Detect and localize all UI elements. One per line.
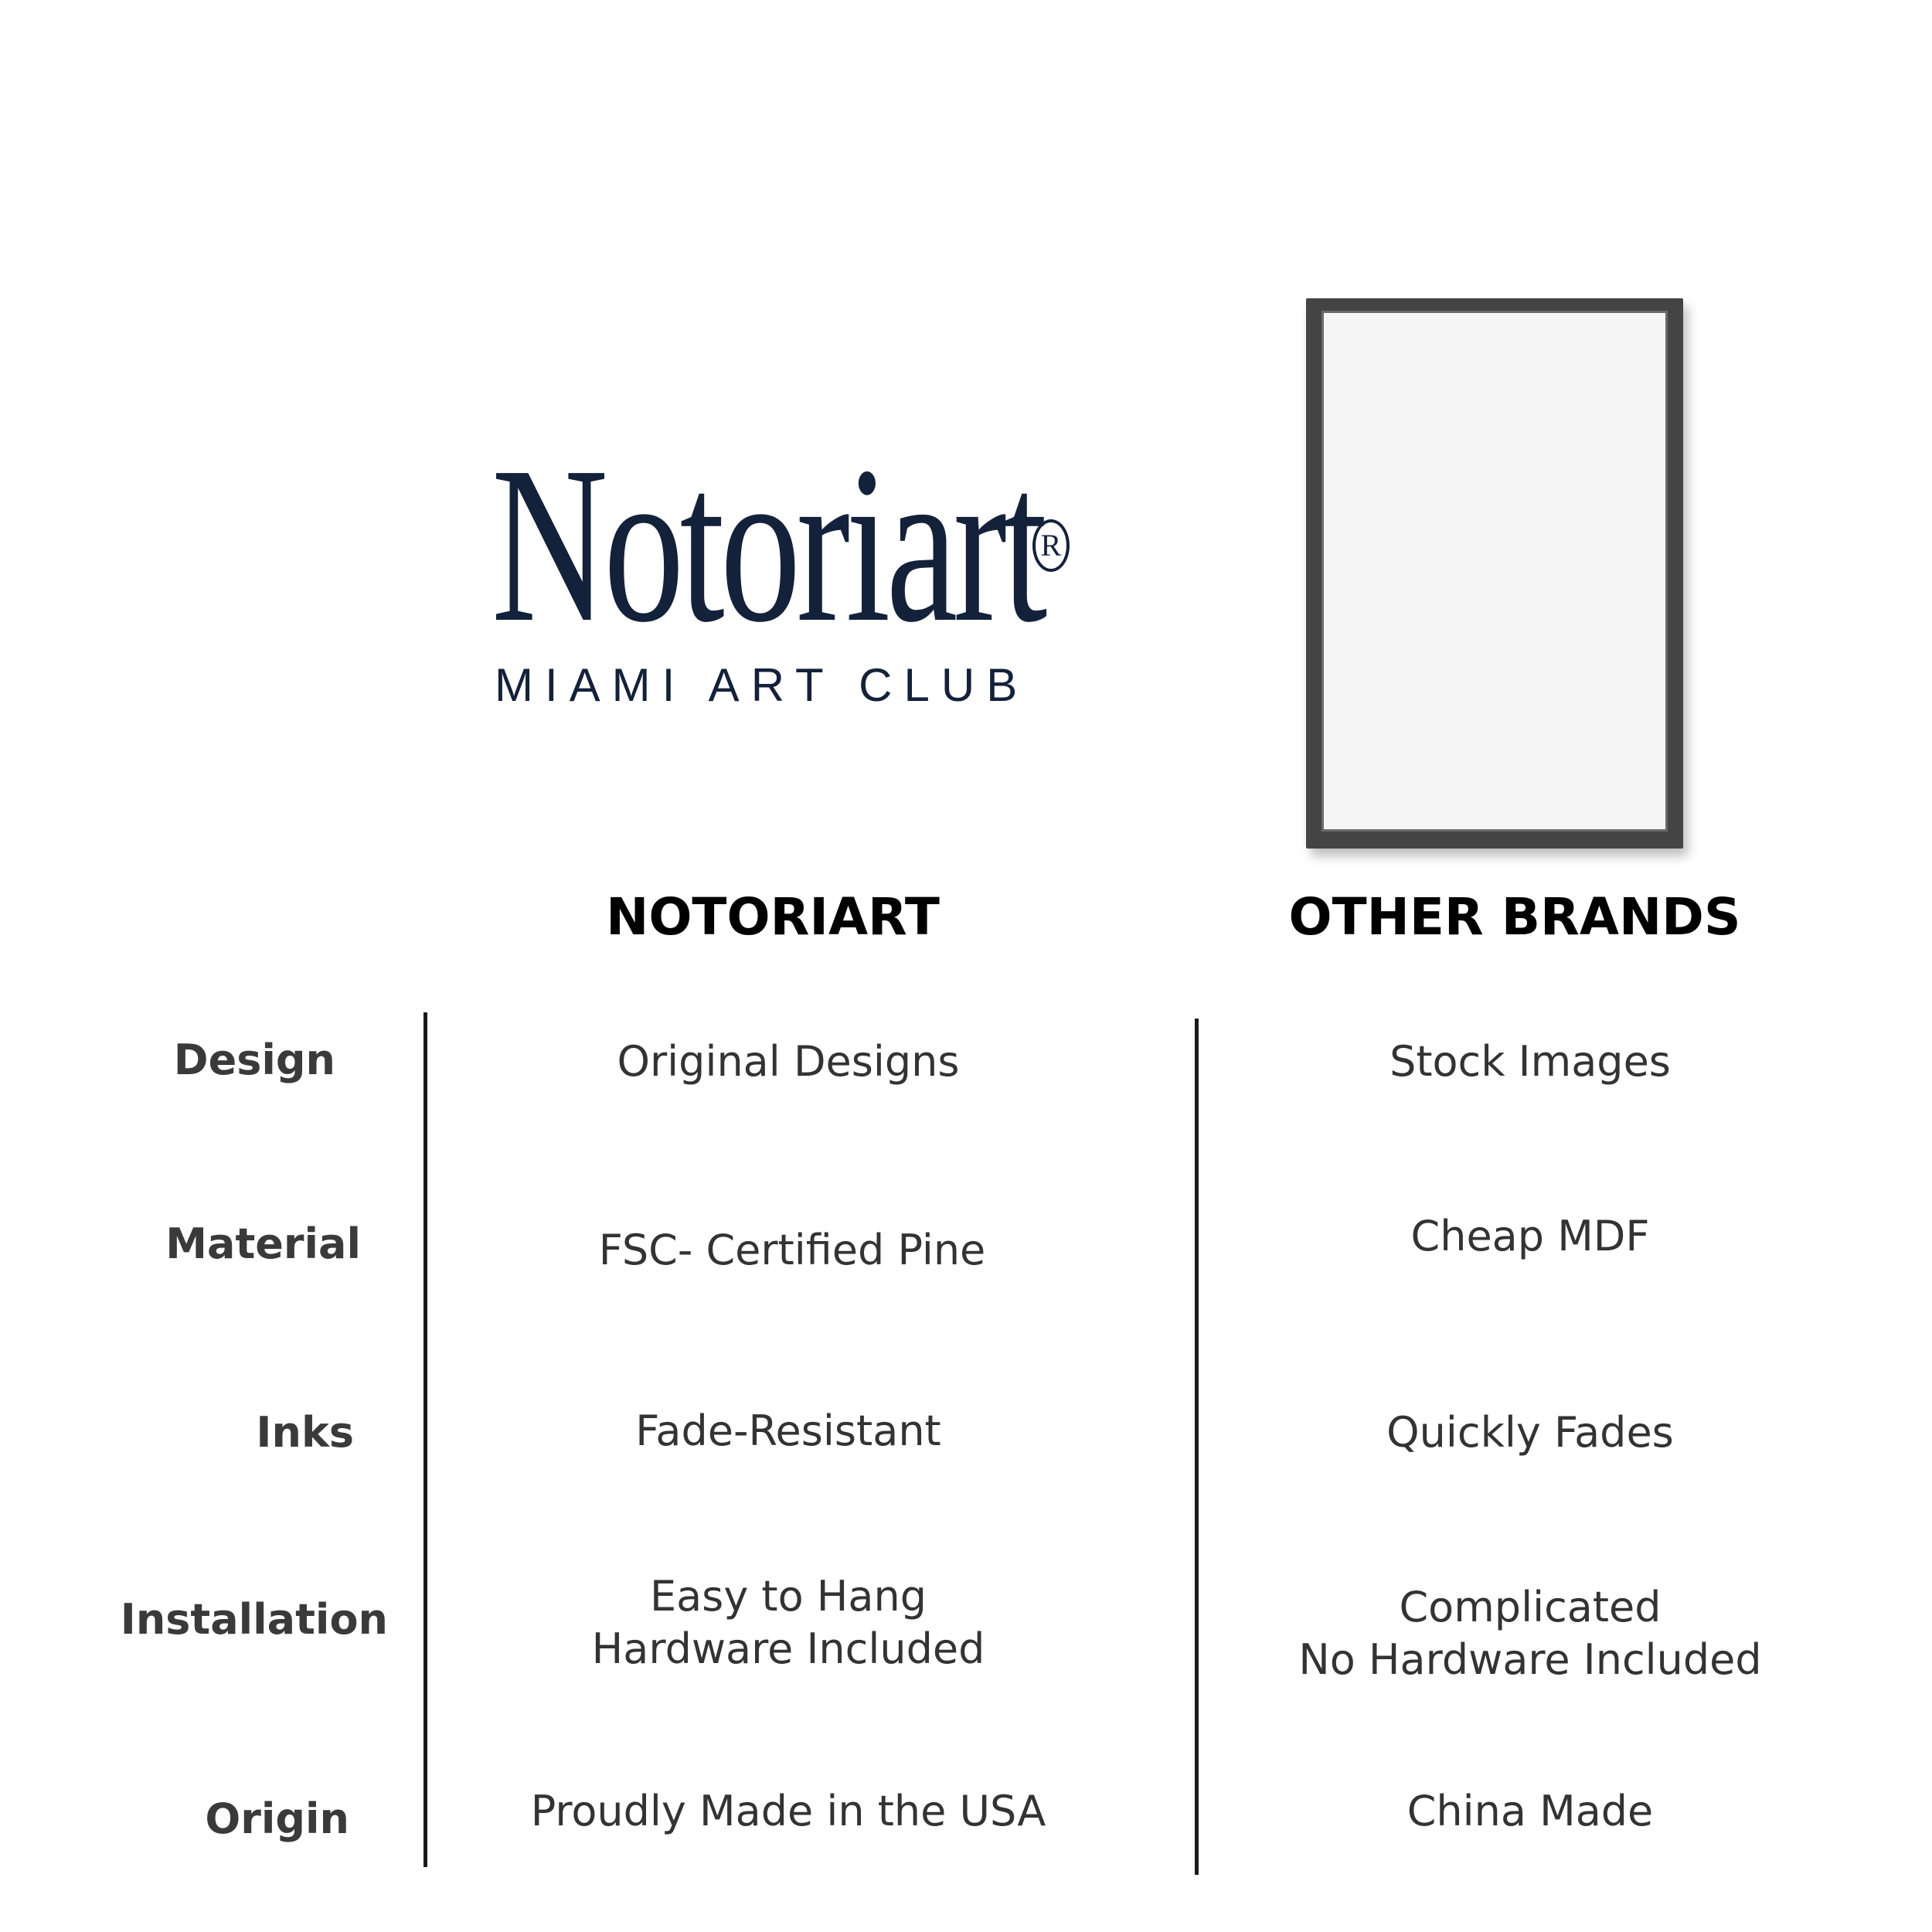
cell-other-material: Cheap MDF <box>1410 1212 1650 1260</box>
column-header-notoriart: NOTORIART <box>606 887 940 947</box>
row-label-material: Material <box>165 1219 361 1268</box>
cell-other-inks: Quickly Fades <box>1386 1408 1674 1457</box>
cell-other-installation: Complicated No Hardware Included <box>1298 1583 1762 1684</box>
cell-notoriart-material: FSC- Certified Pine <box>598 1226 986 1274</box>
cell-other-design: Stock Images <box>1389 1037 1671 1086</box>
column-header-other-brands: OTHER BRANDS <box>1288 887 1741 947</box>
registered-mark-icon: R <box>1032 519 1070 572</box>
logo-tagline: MIAMI ART CLUB <box>495 659 1029 711</box>
cell-notoriart-inks: Fade-Resistant <box>635 1406 941 1455</box>
cell-notoriart-design: Original Designs <box>617 1037 960 1086</box>
cell-notoriart-origin: Proudly Made in the USA <box>530 1787 1046 1835</box>
divider-left <box>423 1012 427 1867</box>
logo-wordmark: Notoriart <box>492 420 1043 668</box>
cell-other-origin: China Made <box>1406 1787 1654 1835</box>
row-label-installation: Installation <box>120 1595 388 1644</box>
divider-right <box>1195 1019 1199 1875</box>
notoriart-logo <box>492 420 1079 711</box>
frame-mat <box>1321 311 1668 832</box>
row-label-origin: Origin <box>205 1794 349 1843</box>
row-label-design: Design <box>173 1036 335 1084</box>
row-label-inks: Inks <box>256 1408 354 1457</box>
cell-notoriart-installation: Easy to Hang Hardware Included <box>591 1572 985 1673</box>
empty-frame-image <box>1306 298 1683 849</box>
